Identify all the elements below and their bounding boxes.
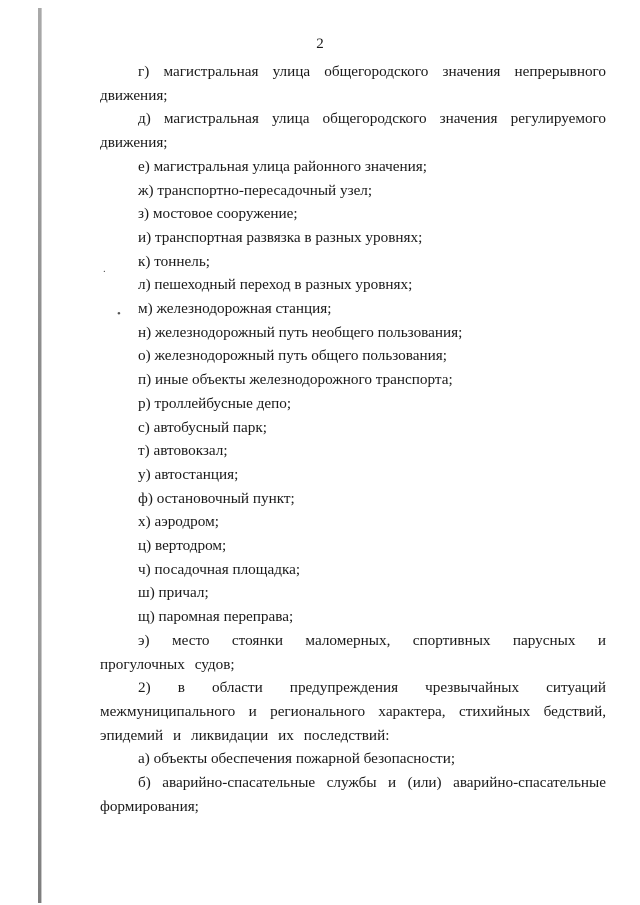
list-item: ж) транспортно-пересадочный узел; <box>138 181 373 199</box>
list-item: о) железнодорожный путь общего пользования; <box>138 347 447 365</box>
list-item: м) железнодорожная станция; <box>138 300 332 318</box>
list-item: ч) посадочная площадка; <box>138 560 301 578</box>
scan-edge-shadow <box>41 8 42 903</box>
list-item: с) автобусный парк; <box>138 418 267 436</box>
list-item: у) автостанция; <box>138 465 239 483</box>
list-item: ц) вертодром; <box>138 537 227 555</box>
list-item: д) магистральная улица общегородского значения регулируемого движения; <box>100 110 606 152</box>
page-number: 2 <box>316 36 324 52</box>
list-item: р) троллейбусные депо; <box>138 394 292 412</box>
list-item: э) место стоянки маломерных, спортивных парусных и прогулочных судов; <box>100 631 606 673</box>
list-item: з) мостовое сооружение; <box>138 205 298 223</box>
document-body <box>100 60 606 819</box>
list-item: л) пешеходный переход в разных уровнях; <box>138 276 413 294</box>
list-item: н) железнодорожный путь необщего пользования; <box>138 323 463 341</box>
list-item: е) магистральная улица районного значения; <box>138 157 427 175</box>
list-item: ш) причал; <box>138 584 209 602</box>
list-item: ф) остановочный пункт; <box>138 489 295 507</box>
scan-speck: . <box>103 263 106 275</box>
section-paragraph: 2) в области предупреждения чрезвычайных ситуаций межмуниципального и регионального характера, стихийных бедствий, эпидемий и ликвидации их последствий: <box>100 679 606 744</box>
scan-speck: • <box>117 308 121 320</box>
list-item: к) тоннель; <box>138 252 210 270</box>
list-item: г) магистральная улица общегородского значения непрерывного движения; <box>100 63 606 104</box>
list-item: х) аэродром; <box>138 513 219 531</box>
list-item: б) аварийно-спасательные службы и (или) аварийно-спасательные формирования; <box>100 774 606 815</box>
list-item: т) автовокзал; <box>138 442 228 460</box>
list-item: и) транспортная развязка в разных уровнях; <box>138 228 423 246</box>
list-item: п) иные объекты железнодорожного транспорта; <box>138 371 453 389</box>
list-item: а) объекты обеспечения пожарной безопасности; <box>138 750 456 768</box>
list-item: щ) паромная переправа; <box>138 608 294 626</box>
